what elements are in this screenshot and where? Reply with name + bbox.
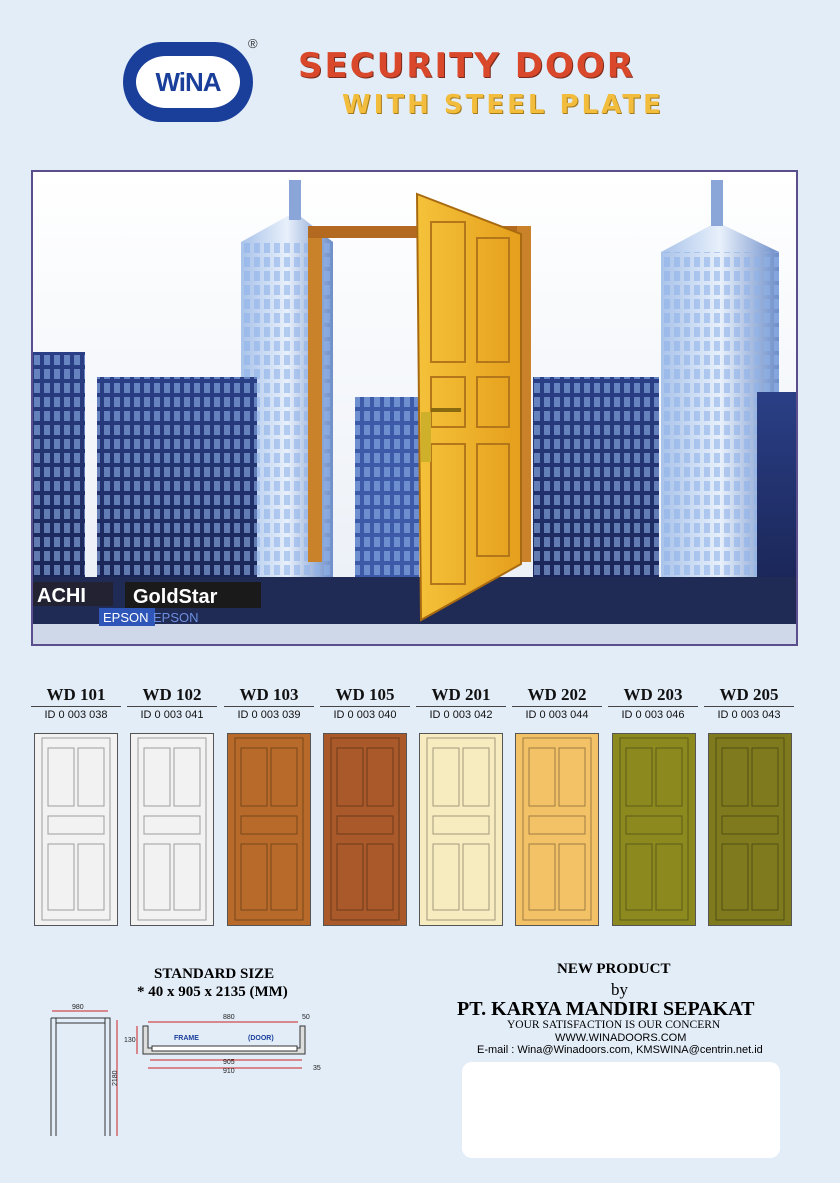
door-panel: [174, 844, 200, 910]
product-label-6: [512, 685, 602, 721]
product-code: WD 103: [224, 685, 314, 707]
dim-980: 980: [72, 1004, 84, 1011]
door-swatch: [227, 733, 311, 926]
product-code: WD 101: [31, 685, 121, 707]
product-label-8: [704, 685, 794, 721]
door-panel: [78, 844, 104, 910]
door-panel: [241, 844, 267, 910]
product-code: WD 203: [608, 685, 698, 707]
door-panel: [529, 748, 555, 806]
door-panel: [337, 844, 363, 910]
company-name: PT. KARYA MANDIRI SEPAKAT: [457, 998, 755, 1020]
door-panel: [752, 748, 778, 806]
dim-905: 905: [223, 1059, 235, 1066]
product-code: WD 201: [416, 685, 506, 707]
door-swatch: [34, 733, 118, 926]
door-panel: [656, 844, 682, 910]
door-panels: [420, 734, 502, 925]
product-label-4: [320, 685, 410, 721]
door-panel: [48, 748, 74, 806]
door-panel: [241, 816, 297, 834]
skyline-door-illustration: [33, 172, 796, 644]
door-swatch: [612, 733, 696, 926]
blank-info-box: [462, 1062, 780, 1158]
wina-logo: [123, 42, 253, 122]
door-panel: [559, 748, 585, 806]
company-website[interactable]: WWW.WINADOORS.COM: [555, 1032, 687, 1044]
door-panel: [463, 844, 489, 910]
door-panel: [722, 816, 778, 834]
door-panel: [271, 748, 297, 806]
page-subtitle: WITH STEEL PLATE: [342, 90, 664, 120]
door-frame-outline: [42, 738, 110, 920]
door-swatch: [323, 733, 407, 926]
door-panel: [722, 748, 748, 806]
door-panel: [529, 844, 555, 910]
company-slogan: YOUR SATISFACTION IS OUR CONCERN: [507, 1019, 721, 1031]
product-code: WD 202: [512, 685, 602, 707]
sign-epson-1: EPSON: [103, 610, 149, 625]
door-panel: [174, 748, 200, 806]
door-panel: [241, 748, 267, 806]
door-frame-outline: [523, 738, 591, 920]
by-label: by: [611, 980, 628, 999]
product-label-7: [608, 685, 698, 721]
product-code: WD 105: [320, 685, 410, 707]
dim-2180: 2180: [112, 1070, 119, 1086]
dim-910: 910: [223, 1068, 235, 1075]
door-swatch: [515, 733, 599, 926]
registered-mark: ®: [248, 36, 258, 51]
dim-880: 880: [223, 1014, 235, 1021]
product-label-2: [127, 685, 217, 721]
door-panels: [324, 734, 406, 925]
door-panel: [463, 748, 489, 806]
door-panel: [367, 748, 393, 806]
door-frame-outline: [716, 738, 784, 920]
dimension-diagram: [40, 1002, 340, 1142]
product-id: ID 0 003 041: [140, 709, 204, 721]
door-label: (DOOR): [248, 1035, 274, 1042]
door-panel: [626, 816, 682, 834]
door-panel: [144, 748, 170, 806]
door-panels: [228, 734, 310, 925]
door-frame-outline: [427, 738, 495, 920]
door-frame-outline: [331, 738, 399, 920]
door-frame-outline: [235, 738, 303, 920]
standard-size-heading: STANDARD SIZE: [154, 966, 275, 982]
standard-size-value: * 40 x 905 x 2135 (MM): [137, 984, 288, 1000]
door-panel: [626, 748, 652, 806]
door-panel: [337, 816, 393, 834]
product-id: ID 0 003 040: [333, 709, 397, 721]
sign-goldstar: GoldStar: [133, 586, 218, 608]
page-title: SECURITY DOOR: [298, 46, 635, 86]
door-panel: [78, 748, 104, 806]
product-label-3: [224, 685, 314, 721]
door-panel: [752, 844, 778, 910]
logo-text: WiNA: [136, 56, 240, 108]
new-product-label: NEW PRODUCT: [557, 961, 671, 977]
door-panels: [131, 734, 213, 925]
door-panel: [144, 844, 170, 910]
door-frame-outline: [620, 738, 688, 920]
door-panel: [433, 844, 459, 910]
sign-hitachi: ACHI: [37, 585, 86, 607]
door-panel: [433, 816, 489, 834]
sign-epson-2: EPSON: [153, 610, 199, 625]
door-swatch: [708, 733, 792, 926]
door-panel: [48, 844, 74, 910]
door-panel: [529, 816, 585, 834]
door-panel: [626, 844, 652, 910]
door-panel: [48, 816, 104, 834]
door-panels: [613, 734, 695, 925]
door-panel: [433, 748, 459, 806]
door-panel: [271, 844, 297, 910]
door-swatch: [419, 733, 503, 926]
door-panels: [709, 734, 791, 925]
door-frame-outline: [138, 738, 206, 920]
dim-35: 35: [313, 1065, 321, 1072]
door-swatch: [130, 733, 214, 926]
door-panel: [367, 844, 393, 910]
door-panels: [35, 734, 117, 925]
dim-130: 130: [124, 1037, 136, 1044]
door-panel: [722, 844, 748, 910]
product-id: ID 0 003 042: [429, 709, 493, 721]
product-id: ID 0 003 043: [717, 709, 781, 721]
dim-50: 50: [302, 1014, 310, 1021]
door-panel: [559, 844, 585, 910]
door-panel: [337, 748, 363, 806]
product-label-1: [31, 685, 121, 721]
frame-label: FRAME: [174, 1035, 199, 1042]
product-id: ID 0 003 044: [525, 709, 589, 721]
product-id: ID 0 003 039: [237, 709, 301, 721]
door-panel: [656, 748, 682, 806]
hero-image: [31, 170, 798, 646]
door-panels: [516, 734, 598, 925]
product-code: WD 205: [704, 685, 794, 707]
product-id: ID 0 003 046: [621, 709, 685, 721]
product-label-5: [416, 685, 506, 721]
company-email[interactable]: E-mail : Wina@Winadoors.com, KMSWINA@centrin.net.id: [477, 1044, 763, 1056]
door-panel: [144, 816, 200, 834]
product-id: ID 0 003 038: [44, 709, 108, 721]
product-code: WD 102: [127, 685, 217, 707]
